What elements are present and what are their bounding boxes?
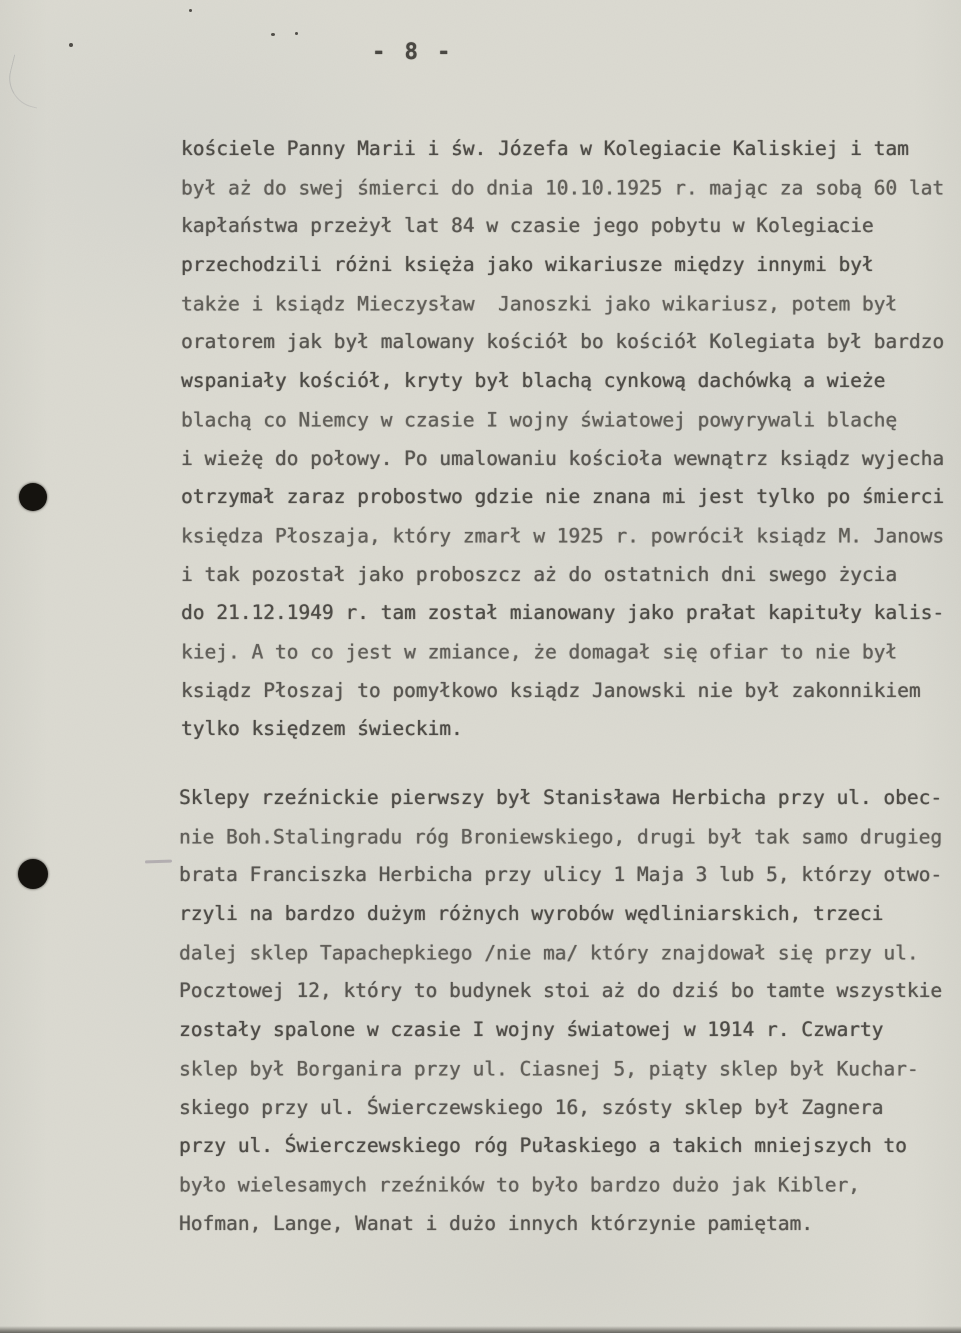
hole-punch [18, 859, 48, 889]
text-line: dalej sklep Tapachepkiego /nie ma/ który znajdował się przy ul. [179, 941, 919, 965]
text-line: ksiądz Płoszaj to pomyłkowo ksiądz Janowski nie był zakonnikiem [181, 678, 921, 702]
text-line: sklep był Borganira przy ul. Ciasnej 5, piąty sklep był Kuchar- [179, 1057, 919, 1081]
text-line: Pocztowej 12, który to budynek stoi aż do dziś bo tamte wszystkie [179, 979, 943, 1003]
hole-punch [19, 483, 47, 511]
text-line: Hofman, Lange, Wanat i dużo innych którzynie pamiętam. [179, 1211, 813, 1235]
paragraph [181, 130, 961, 749]
text-line: Sklepy rzeźnickie pierwszy był Stanisława Herbicha przy ul. obec- [179, 786, 943, 809]
text-line: i wieżę do połowy. Po umalowaniu kościoła wewnątrz ksiądz wyjecha [181, 446, 945, 470]
text-line: przy ul. Świerczewskiego róg Pułaskiego a takich mniejszych to [179, 1134, 907, 1158]
paragraph [179, 779, 961, 1243]
paper-speck [271, 33, 275, 36]
text-line: blachą co Niemcy w czasie I wojny światowej powyrywali blachę [181, 408, 898, 432]
paper-speck [295, 32, 298, 35]
text-line: wspaniały kościół, kryty był blachą cynkową dachówką a wieże [181, 369, 886, 393]
text-line: kościele Panny Marii i św. Józefa w Kolegiacie Kaliskiej i tam [181, 137, 909, 160]
scan-edge-shadow [0, 1326, 961, 1333]
text-line: było wielesamych rzeźników to było bardzo dużo jak Kibler, [179, 1173, 860, 1197]
paper-speck [189, 9, 192, 12]
text-line: także i ksiądz Mieczysław Janoszki jako wikariusz, potem był [181, 292, 898, 316]
text-line: kapłaństwa przeżył lat 84 w czasie jego pobytu w Kolegiacie [181, 214, 874, 238]
text-line: rzyli na bardzo dużym różnych wyrobów wędliniarskich, trzeci [179, 902, 884, 926]
text-line: księdza Płoszaja, który zmarł w 1925 r. powrócił ksiądz M. Janows [181, 524, 945, 548]
page-number: - 8 - [372, 40, 454, 65]
text-line: oratorem jak był malowany kościół bo kościół Kolegiata był bardzo [181, 330, 945, 354]
text-line: tylko księdzem świeckim. [181, 717, 463, 741]
text-line: przechodzili różni księża jako wikariusze między innymi był [181, 253, 874, 277]
text-line: skiego przy ul. Świerczewskiego 16, szósty sklep był Zagnera [179, 1095, 884, 1119]
text-line: nie Boh.Stalingradu róg Broniewskiego, drugi był tak samo drugieg [179, 825, 943, 849]
text-line: zostały spalone w czasie I wojny światowej w 1914 r. Czwarty [179, 1018, 884, 1042]
text-line: brata Franciszka Herbicha przy ulicy 1 Maja 3 lub 5, którzy otwo- [179, 863, 943, 887]
text-line: otrzymał zaraz probostwo gdzie nie znana mi jest tylko po śmierci [181, 485, 945, 509]
paper-speck [69, 43, 73, 47]
text-line: do 21.12.1949 r. tam został mianowany jako prałat kapituły kalis- [181, 601, 945, 625]
text-line: kiej. A to co jest w zmiance, że domagał się ofiar to nie był [181, 640, 898, 664]
text-line: był aż do swej śmierci do dnia 10.10.1925 r. mając za sobą 60 lat [181, 176, 945, 200]
text-line: i tak pozostał jako proboszcz aż do ostatnich dni swego życia [181, 562, 898, 586]
